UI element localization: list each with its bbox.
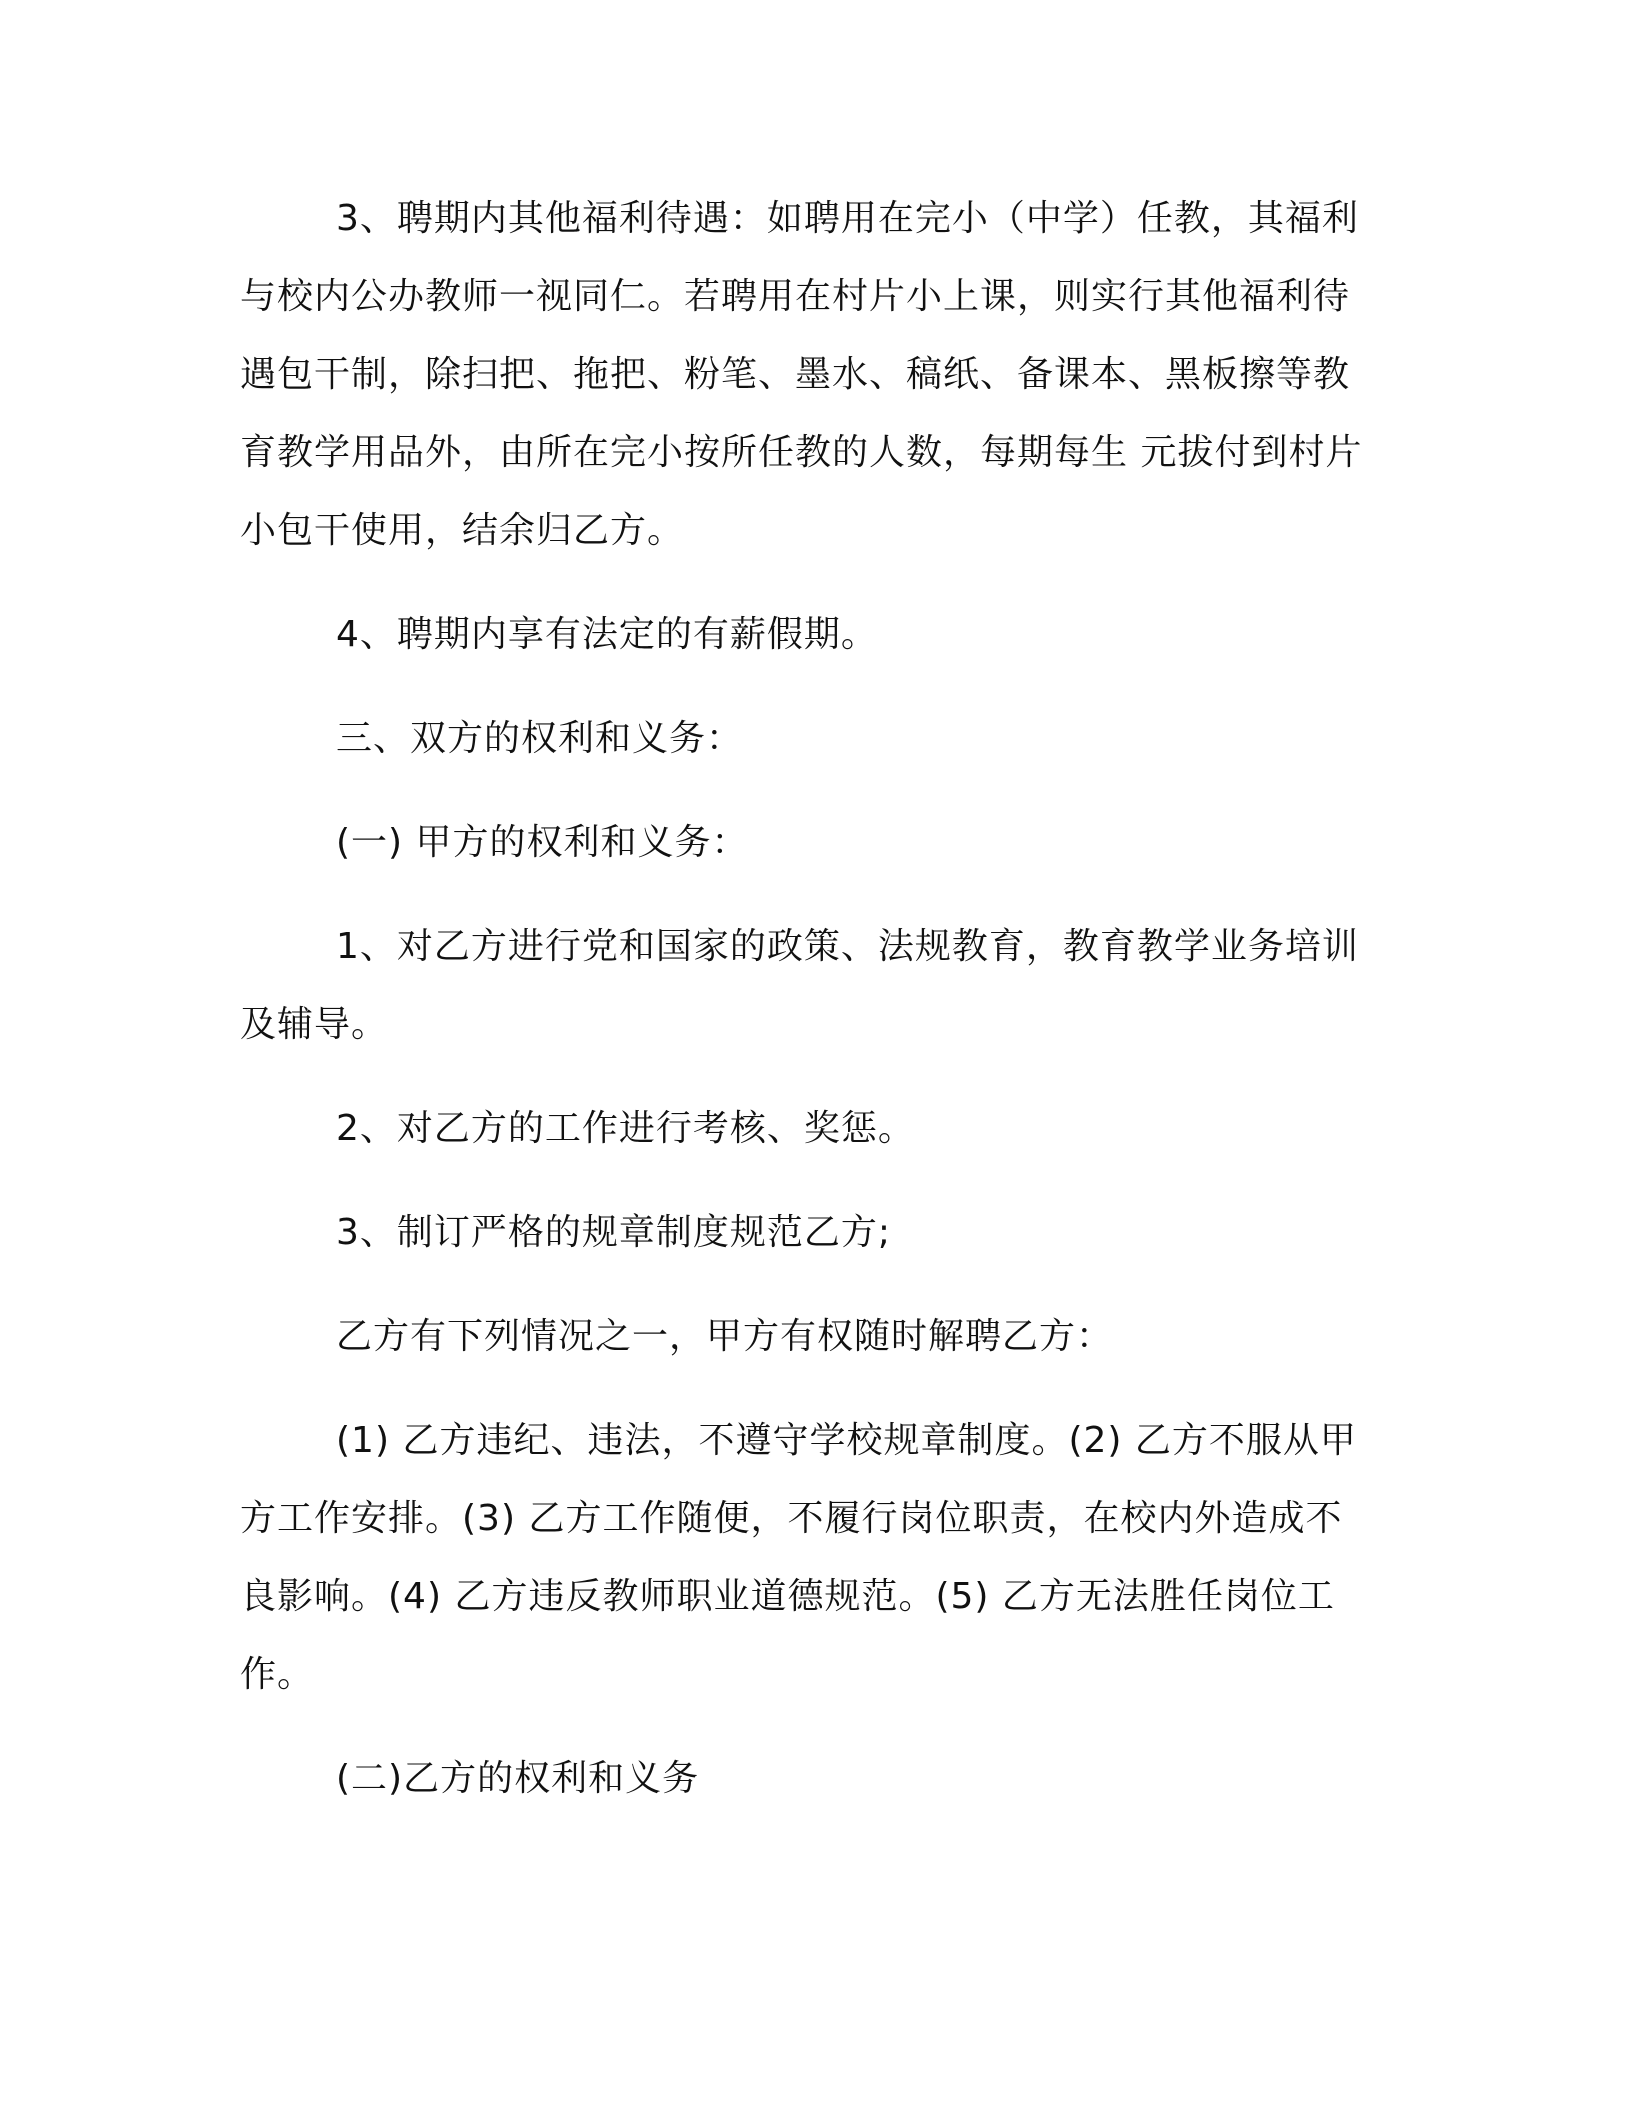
paragraph-education-training: 1、对乙方进行党和国家的政策、法规教育，教育教学业务培训及辅导。 — [240, 926, 1359, 1045]
paragraph-assessment: 2、对乙方的工作进行考核、奖惩。 — [336, 1108, 915, 1149]
paragraph-regulations: 3、制订严格的规章制度规范乙方; — [336, 1212, 892, 1253]
section-heading-rights-obligations: 三、双方的权利和义务： — [336, 718, 744, 759]
subsection-heading-party-a: (一) 甲方的权利和义务： — [336, 822, 749, 863]
paragraph-dismissal-intro: 乙方有下列情况之一，甲方有权随时解聘乙方： — [336, 1316, 1114, 1357]
document-body — [240, 180, 1370, 1844]
paragraph-welfare-benefits: 3、聘期内其他福利待遇：如聘用在完小（中学）任教，其福利与校内公办教师一视同仁。若聘用在村片小上课，则实行其他福利待遇包干制，除扫把、拖把、粉笔、墨水、稿纸、备课本、黑板擦等教育教学用品外，由所在完小按所任教的人数，每期每生 元拔付到村片小包干使用，结余归乙方。 — [240, 198, 1363, 551]
paragraph-dismissal-conditions: (1) 乙方违纪、违法，不遵守学校规章制度。(2) 乙方不服从甲方工作安排。(3) 乙方工作随便，不履行岗位职责，在校内外造成不良影响。(4) 乙方违反教师职业道德规范。(5) 乙方无法胜任岗位工作。 — [240, 1420, 1357, 1695]
paragraph-paid-leave: 4、聘期内享有法定的有薪假期。 — [336, 614, 878, 655]
subsection-heading-party-b: (二)乙方的权利和义务 — [336, 1758, 700, 1799]
